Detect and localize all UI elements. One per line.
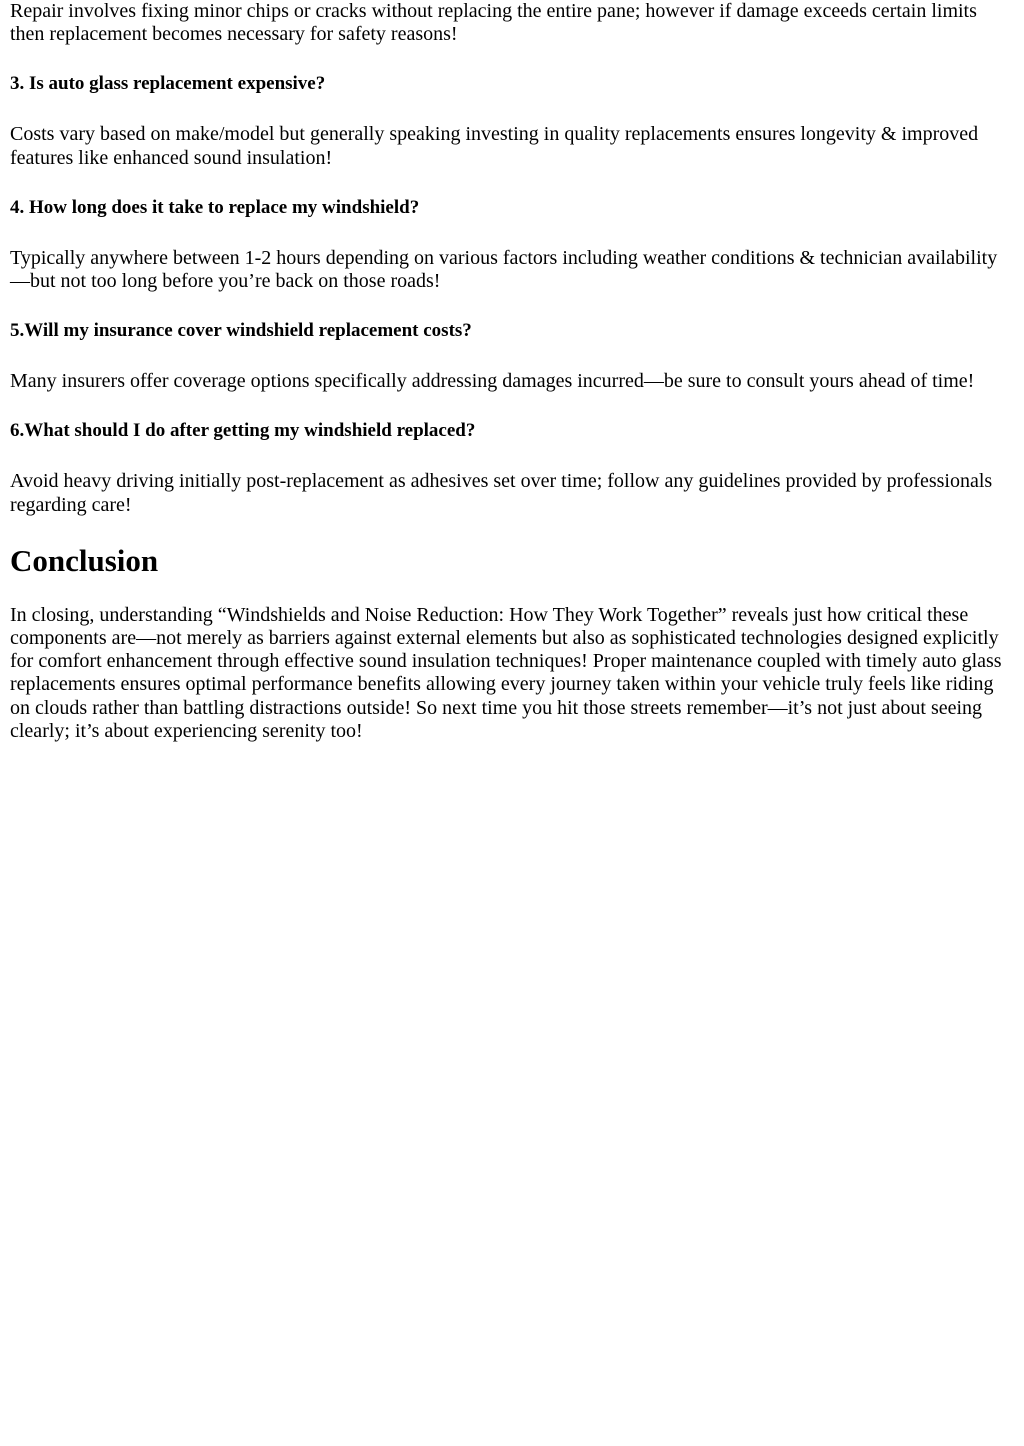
- faq-question-3: 3. Is auto glass replacement expensive?: [10, 73, 326, 95]
- faq-answer-3: Costs vary based on make/model but generally speaking investing in quality replacements ensures longevity & improved features like enhanced sound insulation!: [10, 123, 979, 169]
- faq-answer-6: Avoid heavy driving initially post-replacement as adhesives set over time; follow any guidelines provided by professionals regarding care!: [10, 470, 993, 516]
- conclusion-heading: Conclusion: [10, 542, 159, 578]
- faq-question-6: 6.What should I do after getting my windshield replaced?: [10, 420, 476, 442]
- conclusion-body: In closing, understanding “Windshields and Noise Reduction: How They Work Together” reveals just how critical these components are—not merely as barriers against external elements but also as sophisticated technologies designed explicitly for comfort enhancement through effective sound insulation techniques! Proper maintenance coupled with timely auto glass replacements ensures optimal performance benefits allowing every journey taken within your vehicle truly feels like riding on clouds rather than battling distractions outside! So next time you hit those streets remember—it’s not just about seeing clearly; it’s about experiencing serenity too!: [10, 603, 1002, 742]
- faq-answer-5: Many insurers offer coverage options specifically addressing damages incurred—be sure to consult yours ahead of time!: [10, 370, 975, 393]
- faq-answer-2: Repair involves fixing minor chips or cracks without replacing the entire pane; however if damage exceeds certain limits then replacement becomes necessary for safety reasons!: [10, 0, 977, 46]
- faq-question-5: 5.Will my insurance cover windshield replacement costs?: [10, 320, 472, 342]
- faq-answer-4: Typically anywhere between 1-2 hours depending on various factors including weather conditions & technician availability—but not too long before you’re back on those roads!: [10, 246, 998, 293]
- faq-question-4: 4. How long does it take to replace my windshield?: [10, 196, 420, 218]
